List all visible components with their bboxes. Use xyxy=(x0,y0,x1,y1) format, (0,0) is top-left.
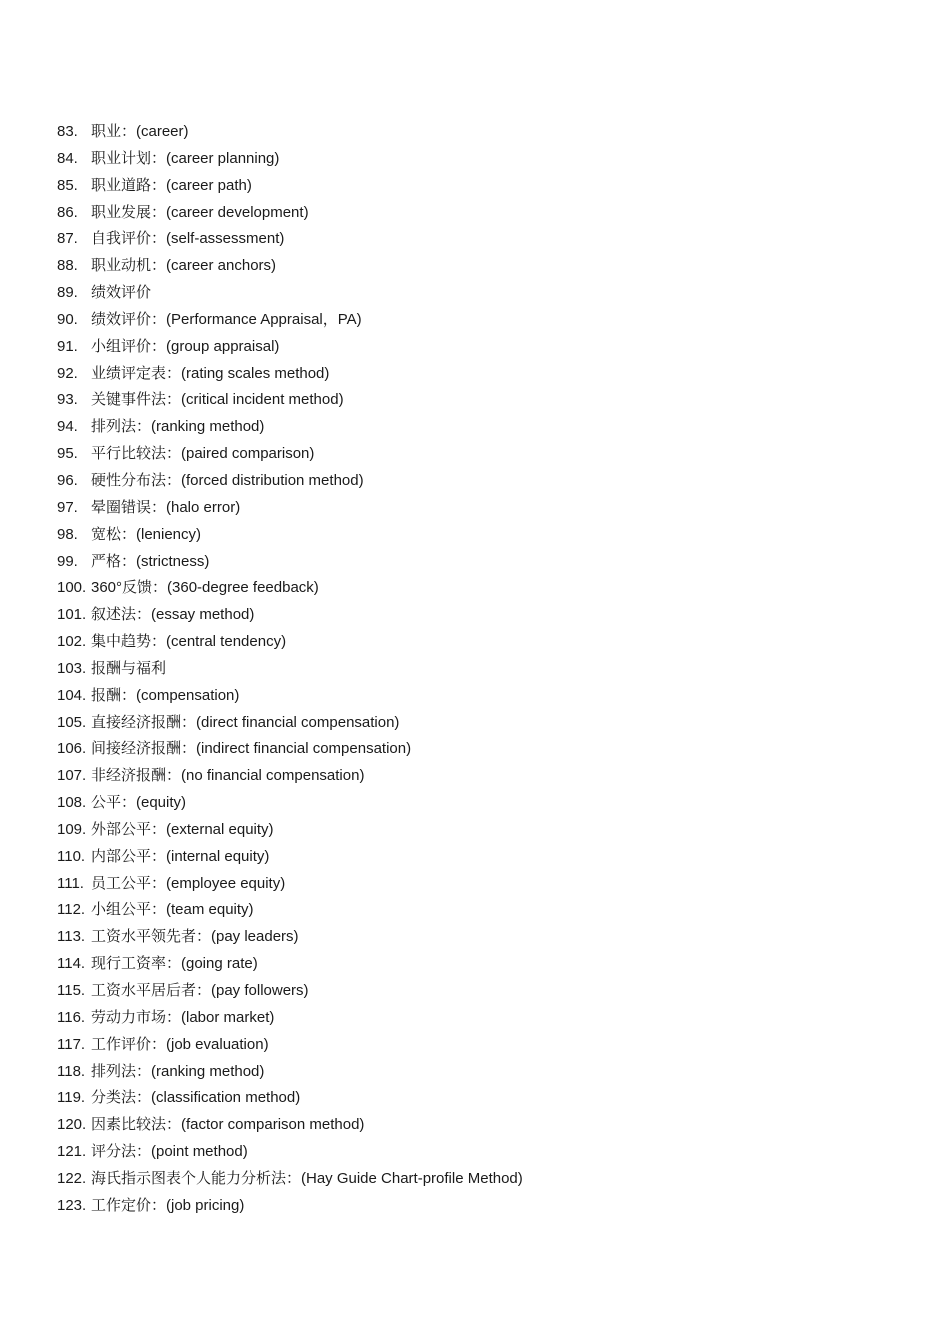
term-row xyxy=(57,897,523,924)
term-text: 直接经济报酬：(direct financial compensation) xyxy=(91,713,400,731)
term-text: 职业动机：(career anchors) xyxy=(91,257,277,275)
term-row xyxy=(57,1059,523,1086)
term-row xyxy=(57,763,523,790)
term-text: 绩效评价 xyxy=(91,284,152,302)
term-number: 87. xyxy=(57,230,78,248)
term-number: 114. xyxy=(57,955,86,973)
term-row xyxy=(57,817,523,844)
term-row xyxy=(57,280,523,307)
term-number: 105. xyxy=(57,713,87,731)
term-text: 外部公平：(external equity) xyxy=(91,820,274,838)
term-number: 102. xyxy=(57,633,87,651)
term-number: 118. xyxy=(57,1062,86,1080)
term-number: 85. xyxy=(57,176,78,194)
term-row xyxy=(57,173,523,200)
term-text: 工作定价：(job pricing) xyxy=(91,1196,245,1214)
term-row xyxy=(57,790,523,817)
term-number: 95. xyxy=(57,445,78,463)
term-number: 86. xyxy=(57,203,78,221)
term-row xyxy=(57,602,523,629)
term-text: 工资水平领先者：(pay leaders) xyxy=(91,928,299,946)
term-row xyxy=(57,361,523,388)
term-number: 103. xyxy=(57,659,87,677)
term-number: 112. xyxy=(57,901,86,919)
term-number: 92. xyxy=(57,364,78,382)
term-row xyxy=(57,1005,523,1032)
term-row xyxy=(57,119,523,146)
term-text: 排列法：(ranking method) xyxy=(91,418,265,436)
term-text: 因素比较法：(factor comparison method) xyxy=(91,1116,365,1134)
term-number: 120. xyxy=(57,1116,87,1134)
term-row xyxy=(57,1085,523,1112)
term-row xyxy=(57,683,523,710)
term-number: 83. xyxy=(57,123,78,140)
term-text: 关键事件法：(critical incident method) xyxy=(91,391,344,409)
term-text: 集中趋势：(central tendency) xyxy=(91,633,287,651)
term-row xyxy=(57,1112,523,1139)
term-text: 现行工资率：(going rate) xyxy=(91,955,258,973)
term-text: 硬性分布法：(forced distribution method) xyxy=(91,471,364,489)
term-text: 海氏指示图表个人能力分析法：(Hay Guide Chart-profile Method) xyxy=(91,1169,523,1187)
term-row xyxy=(57,200,523,227)
term-number: 90. xyxy=(57,310,78,328)
term-text: 平行比较法：(paired comparison) xyxy=(91,445,315,463)
term-text: 内部公平：(internal equity) xyxy=(91,847,270,865)
term-text: 职业道路：(career path) xyxy=(91,176,252,194)
term-row xyxy=(57,253,523,280)
term-number: 113. xyxy=(57,928,86,946)
term-number: 91. xyxy=(57,337,78,355)
term-number: 101. xyxy=(57,606,87,624)
term-row xyxy=(57,924,523,951)
term-row xyxy=(57,307,523,334)
term-number: 117. xyxy=(57,1035,86,1053)
term-text: 小组公平：(team equity) xyxy=(91,901,254,919)
term-text: 劳动力市场：(labor market) xyxy=(91,1008,275,1026)
term-number: 89. xyxy=(57,284,78,302)
term-row xyxy=(57,549,523,576)
term-text: 工资水平居后者：(pay followers) xyxy=(91,982,309,999)
term-row xyxy=(57,226,523,253)
term-number: 99. xyxy=(57,552,78,570)
term-row xyxy=(57,629,523,656)
term-text: 分类法：(classification method) xyxy=(91,1089,301,1107)
term-row xyxy=(57,441,523,468)
term-text: 评分法：(point method) xyxy=(91,1143,248,1161)
term-number: 121. xyxy=(57,1143,87,1161)
term-number: 107. xyxy=(57,767,87,785)
term-text: 间接经济报酬：(indirect financial compensation) xyxy=(91,740,412,758)
term-number: 116. xyxy=(57,1008,86,1026)
term-row xyxy=(57,1166,523,1193)
term-text: 公平：(equity) xyxy=(91,794,187,812)
term-row xyxy=(57,1032,523,1059)
term-number: 106. xyxy=(57,740,87,758)
term-text: 晕圈错误：(halo error) xyxy=(91,498,241,516)
term-text: 业绩评定表：(rating scales method) xyxy=(91,364,330,382)
term-text: 绩效评价：(Performance Appraisal，PA) xyxy=(91,310,362,328)
term-number: 84. xyxy=(57,149,78,167)
term-row xyxy=(57,495,523,522)
term-text: 职业计划：(career planning) xyxy=(91,149,280,167)
term-row xyxy=(57,387,523,414)
term-text: 工作评价：(job evaluation) xyxy=(91,1035,269,1053)
term-row xyxy=(57,978,523,1005)
term-number: 100. xyxy=(57,579,87,597)
term-number: 88. xyxy=(57,257,78,275)
term-row xyxy=(57,1139,523,1166)
term-number: 94. xyxy=(57,418,78,436)
term-number: 98. xyxy=(57,525,78,543)
term-row xyxy=(57,522,523,549)
term-number: 108. xyxy=(57,794,87,812)
term-number: 119. xyxy=(57,1089,86,1107)
term-number: 122. xyxy=(57,1169,87,1187)
term-row xyxy=(57,468,523,495)
term-row xyxy=(57,844,523,871)
term-text: 小组评价：(group appraisal) xyxy=(91,337,280,355)
term-row xyxy=(57,1193,523,1220)
term-number: 110. xyxy=(57,847,86,865)
term-text: 职业发展：(career development) xyxy=(91,203,309,221)
term-row xyxy=(57,334,523,361)
term-text: 严格：(strictness) xyxy=(91,552,210,570)
term-row xyxy=(57,575,523,602)
term-number: 123. xyxy=(57,1196,87,1214)
term-number: 96. xyxy=(57,471,78,489)
term-row xyxy=(57,656,523,683)
term-text: 报酬与福利 xyxy=(91,659,167,677)
term-text: 宽松：(leniency) xyxy=(91,525,202,543)
term-row xyxy=(57,736,523,763)
term-text: 职业：(career) xyxy=(91,123,189,140)
term-row xyxy=(57,710,523,737)
term-text: 报酬：(compensation) xyxy=(91,686,240,704)
term-text: 自我评价：(self-assessment) xyxy=(91,230,285,248)
term-number: 115. xyxy=(57,982,86,999)
term-row xyxy=(57,146,523,173)
term-row xyxy=(57,951,523,978)
term-row xyxy=(57,414,523,441)
term-text: 360°反馈：(360-degree feedback) xyxy=(91,579,319,597)
term-text: 员工公平：(employee equity) xyxy=(91,874,286,892)
term-number: 93. xyxy=(57,391,78,409)
term-number: 97. xyxy=(57,498,78,516)
term-row xyxy=(57,871,523,898)
term-text: 非经济报酬：(no financial compensation) xyxy=(91,767,365,785)
term-text: 叙述法：(essay method) xyxy=(91,606,255,624)
term-number: 109. xyxy=(57,820,87,838)
term-number: 104. xyxy=(57,686,87,704)
term-text: 排列法：(ranking method) xyxy=(91,1062,265,1080)
term-list xyxy=(57,119,523,1220)
term-number: 111. xyxy=(57,874,84,892)
